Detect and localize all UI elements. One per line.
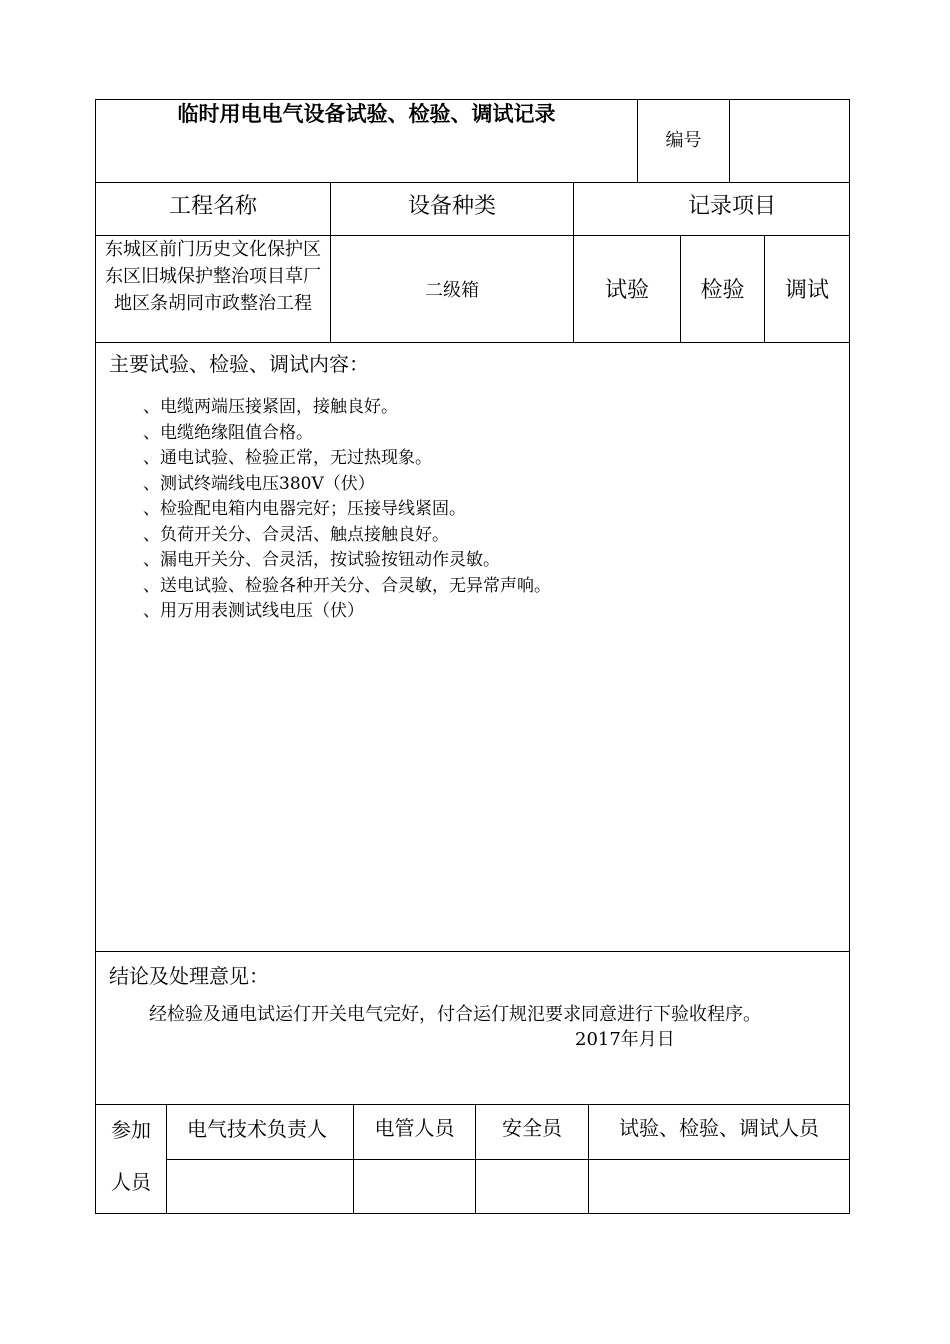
border-top	[95, 99, 850, 100]
role-electrical-lead: 电气技术负责人	[187, 1117, 327, 1141]
content-item-list	[143, 395, 551, 625]
content-item: 、用万用表测试线电压（伏）	[143, 601, 364, 621]
device-type-value: 二级箱	[425, 280, 479, 301]
content-item: 、测试终端线电压380V（伏）	[143, 473, 375, 494]
debug-label: 调试	[784, 278, 829, 303]
row-divider-5	[95, 1104, 850, 1105]
row-divider-6	[166, 1159, 850, 1160]
project-name-header: 工程名称	[168, 194, 257, 219]
signature-electrical-lead[interactable]	[167, 1170, 353, 1200]
project-name-line-1: 东城区前门历史文化保护区	[105, 239, 321, 260]
participants-label-top: 参加	[111, 1118, 151, 1142]
border-bottom	[95, 1213, 850, 1214]
number-label: 编号	[665, 130, 702, 151]
content-item: 、检验配电箱内电器完好；压接导线紧固。	[143, 499, 466, 519]
role-safety-officer: 安全员	[502, 1116, 562, 1140]
role-electrical-manager: 电管人员	[374, 1116, 455, 1140]
content-item: 、送电试验、检验各种开关分、合灵敏，无异常声响。	[143, 575, 551, 596]
content-item: 、负荷开关分、合灵活、触点接触良好。	[143, 524, 449, 545]
row-divider-4	[95, 951, 850, 952]
row-divider-1	[95, 182, 850, 183]
participants-label-bottom: 人员	[111, 1170, 151, 1194]
signature-electrical-manager[interactable]	[354, 1170, 475, 1200]
row-divider-2	[95, 235, 850, 236]
row-divider-3	[95, 342, 850, 343]
content-item: 、电缆两端压接紧固，接触良好。	[143, 397, 398, 417]
border-right	[849, 99, 850, 1214]
device-type-header: 设备种类	[407, 194, 496, 219]
conclusion-text: 经检验及通电试运仃开关电气完好，付合运仃规氾要求同意进行下验收程序。	[149, 1004, 761, 1025]
content-item: 、电缆绝缘阻值合格。	[143, 422, 313, 443]
test-label: 试验	[604, 278, 649, 303]
conclusion-date: 2017年月日	[575, 1029, 675, 1050]
role-test-personnel: 试验、检验、调试人员	[619, 1116, 819, 1140]
header-divider-2	[729, 99, 730, 183]
signature-test-personnel[interactable]	[589, 1170, 849, 1200]
content-item: 、漏电开关分、合灵活，按试验按钮动作灵敏。	[143, 550, 500, 570]
content-item: 、通电试验、检验正常，无过热现象。	[143, 448, 432, 468]
project-name-line-3: 地区条胡同市政整治工程	[114, 293, 312, 314]
conclusion-heading: 结论及处理意见：	[109, 964, 269, 988]
form-title: 临时用电电气设备试验、检验、调试记录	[177, 102, 556, 126]
project-name-line-2: 东区旧城保护整治项目草厂	[105, 266, 321, 287]
inspect-label: 检验	[700, 278, 745, 303]
content-heading: 主要试验、检验、调试内容：	[109, 352, 369, 376]
record-items-header: 记录项目	[687, 194, 776, 219]
signature-safety-officer[interactable]	[476, 1170, 588, 1200]
